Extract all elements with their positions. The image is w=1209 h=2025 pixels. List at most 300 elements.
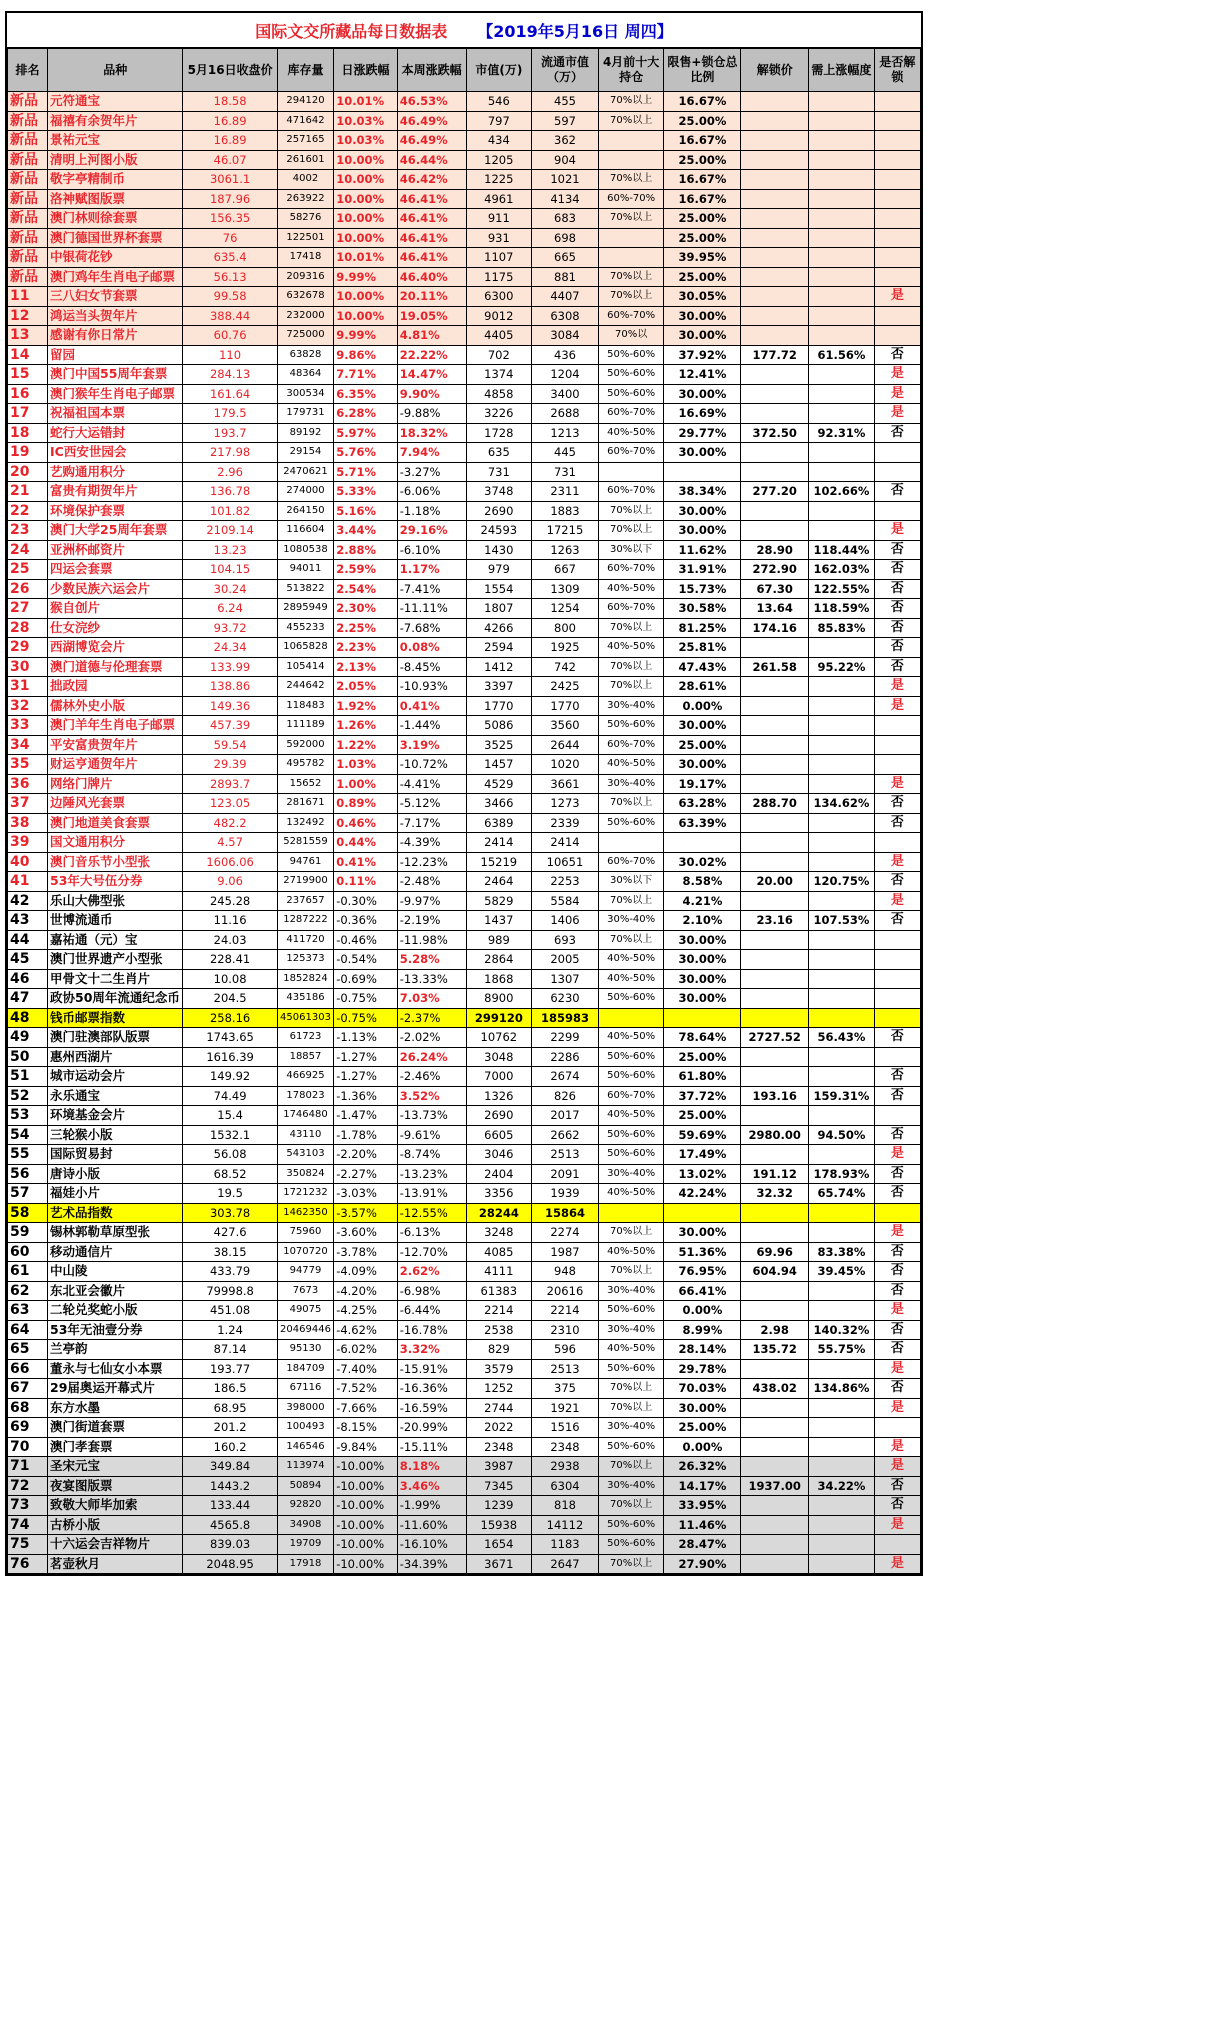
cell-name: 四运会套票 (48, 560, 183, 580)
cell-mcap: 4529 (466, 774, 532, 794)
cell-name: 平安富贵贺年片 (48, 735, 183, 755)
cell-rank: 63 (8, 1301, 48, 1321)
table-row (8, 1028, 921, 1048)
cell-weekly: -2.37% (397, 1008, 466, 1028)
cell-unlock-price (741, 891, 809, 911)
cell-top10: 30%以下 (598, 872, 664, 892)
cell-close: 149.92 (183, 1067, 277, 1087)
cell-name: 财运亨通贺年片 (48, 755, 183, 775)
cell-daily: 1.92% (334, 696, 398, 716)
cell-rank: 32 (8, 696, 48, 716)
cell-daily: 9.99% (334, 267, 398, 287)
header-daily: 日涨跌幅 (334, 49, 398, 92)
cell-stock: 471642 (277, 111, 333, 131)
cell-name: 少数民族六运会片 (48, 579, 183, 599)
cell-need-rise (809, 1223, 875, 1243)
cell-need-rise (809, 1554, 875, 1574)
table-row (8, 1379, 921, 1399)
cell-daily: -0.30% (334, 891, 398, 911)
cell-weekly: 19.05% (397, 306, 466, 326)
cell-stock: 4002 (277, 170, 333, 190)
cell-unlock-price (741, 833, 809, 853)
cell-rank: 16 (8, 384, 48, 404)
cell-name: 洛神赋图版票 (48, 189, 183, 209)
cell-need-rise (809, 1008, 875, 1028)
cell-close: 2048.95 (183, 1554, 277, 1574)
cell-unlocked: 是 (874, 287, 920, 307)
cell-unlocked: 否 (874, 813, 920, 833)
cell-stock: 29154 (277, 443, 333, 463)
table-row (8, 1496, 921, 1516)
cell-name: 环境基金会片 (48, 1106, 183, 1126)
cell-top10: 50%-60% (598, 1535, 664, 1555)
cell-unlock-price: 372.50 (741, 423, 809, 443)
cell-top10: 70%以上 (598, 209, 664, 229)
cell-name: 城市运动会片 (48, 1067, 183, 1087)
cell-mcap: 2690 (466, 1106, 532, 1126)
cell-float-mcap: 1021 (532, 170, 599, 190)
cell-name: 中银荷花钞 (48, 248, 183, 268)
cell-close: 15.4 (183, 1106, 277, 1126)
cell-need-rise (809, 501, 875, 521)
cell-stock: 49075 (277, 1301, 333, 1321)
cell-mcap: 4266 (466, 618, 532, 638)
cell-weekly: -11.11% (397, 599, 466, 619)
cell-mcap: 3226 (466, 404, 532, 424)
cell-rank: 75 (8, 1535, 48, 1555)
cell-close: 149.36 (183, 696, 277, 716)
cell-float-mcap: 948 (532, 1262, 599, 1282)
cell-rank: 新品 (8, 189, 48, 209)
cell-unlock-price: 193.16 (741, 1086, 809, 1106)
cell-rank: 71 (8, 1457, 48, 1477)
cell-unlocked: 是 (874, 852, 920, 872)
cell-locked: 30.00% (664, 755, 741, 775)
cell-mcap: 1770 (466, 696, 532, 716)
cell-float-mcap: 20616 (532, 1281, 599, 1301)
cell-unlocked: 否 (874, 1067, 920, 1087)
cell-unlocked (874, 443, 920, 463)
cell-daily: -10.00% (334, 1554, 398, 1574)
cell-weekly: -16.78% (397, 1320, 466, 1340)
cell-unlock-price (741, 404, 809, 424)
table-row (8, 872, 921, 892)
cell-float-mcap: 667 (532, 560, 599, 580)
cell-weekly: -7.68% (397, 618, 466, 638)
cell-name: 钱币邮票指数 (48, 1008, 183, 1028)
cell-locked: 51.36% (664, 1242, 741, 1262)
cell-float-mcap: 693 (532, 930, 599, 950)
cell-rank: 46 (8, 969, 48, 989)
cell-name: 嘉祐通（元）宝 (48, 930, 183, 950)
cell-top10: 50%-60% (598, 1437, 664, 1457)
cell-top10: 70%以上 (598, 677, 664, 697)
cell-stock: 261601 (277, 150, 333, 170)
header-locked: 限售+锁仓总比例 (664, 49, 741, 92)
cell-rank: 55 (8, 1145, 48, 1165)
cell-close: 1443.2 (183, 1476, 277, 1496)
cell-stock: 18857 (277, 1047, 333, 1067)
cell-top10: 60%-70% (598, 599, 664, 619)
cell-close: 839.03 (183, 1535, 277, 1555)
cell-mcap: 1868 (466, 969, 532, 989)
cell-name: 富贵有期贺年片 (48, 482, 183, 502)
cell-weekly: 3.19% (397, 735, 466, 755)
cell-float-mcap: 445 (532, 443, 599, 463)
cell-rank: 37 (8, 794, 48, 814)
cell-float-mcap: 698 (532, 228, 599, 248)
cell-locked: 28.61% (664, 677, 741, 697)
table-row (8, 1320, 921, 1340)
cell-daily: -2.27% (334, 1164, 398, 1184)
cell-rank: 69 (8, 1418, 48, 1438)
cell-mcap: 4085 (466, 1242, 532, 1262)
cell-daily: 10.00% (334, 306, 398, 326)
cell-daily: 2.25% (334, 618, 398, 638)
cell-rank: 29 (8, 638, 48, 658)
cell-locked: 16.67% (664, 189, 741, 209)
cell-unlocked: 是 (874, 365, 920, 385)
cell-rank: 59 (8, 1223, 48, 1243)
header-stock: 库存量 (277, 49, 333, 92)
cell-stock: 725000 (277, 326, 333, 346)
cell-name: 澳门驻澳部队版票 (48, 1028, 183, 1048)
cell-float-mcap: 1254 (532, 599, 599, 619)
cell-need-rise (809, 462, 875, 482)
cell-unlocked: 是 (874, 1554, 920, 1574)
table-row (8, 1437, 921, 1457)
cell-daily: 6.35% (334, 384, 398, 404)
cell-rank: 30 (8, 657, 48, 677)
cell-rank: 新品 (8, 131, 48, 151)
cell-top10: 70%以上 (598, 930, 664, 950)
table-row (8, 150, 921, 170)
cell-unlocked: 否 (874, 1476, 920, 1496)
cell-locked: 27.90% (664, 1554, 741, 1574)
cell-weekly: 46.44% (397, 150, 466, 170)
cell-float-mcap: 5584 (532, 891, 599, 911)
sheet-title: 国际文交所藏品每日数据表 (255, 21, 448, 41)
cell-unlocked (874, 930, 920, 950)
cell-mcap: 1728 (466, 423, 532, 443)
cell-close: 56.08 (183, 1145, 277, 1165)
cell-unlock-price: 261.58 (741, 657, 809, 677)
cell-need-rise: 178.93% (809, 1164, 875, 1184)
cell-stock: 244642 (277, 677, 333, 697)
cell-mcap: 2690 (466, 501, 532, 521)
cell-float-mcap: 2938 (532, 1457, 599, 1477)
cell-unlock-price (741, 1047, 809, 1067)
table-row (8, 170, 921, 190)
cell-name: 中山陵 (48, 1262, 183, 1282)
cell-need-rise (809, 131, 875, 151)
cell-mcap: 15219 (466, 852, 532, 872)
cell-rank: 34 (8, 735, 48, 755)
cell-daily: 1.03% (334, 755, 398, 775)
table-row (8, 267, 921, 287)
cell-locked: 25.81% (664, 638, 741, 658)
cell-daily: -3.60% (334, 1223, 398, 1243)
cell-daily: 1.22% (334, 735, 398, 755)
cell-mcap: 1205 (466, 150, 532, 170)
cell-top10: 70%以上 (598, 794, 664, 814)
cell-top10: 50%-60% (598, 345, 664, 365)
cell-daily: 10.03% (334, 111, 398, 131)
cell-need-rise (809, 891, 875, 911)
cell-mcap: 702 (466, 345, 532, 365)
cell-float-mcap: 6230 (532, 989, 599, 1009)
table-row (8, 950, 921, 970)
cell-weekly: -15.11% (397, 1437, 466, 1457)
table-row (8, 1047, 921, 1067)
cell-need-rise (809, 1203, 875, 1223)
cell-unlock-price: 272.90 (741, 560, 809, 580)
cell-locked: 26.32% (664, 1457, 741, 1477)
cell-locked: 31.91% (664, 560, 741, 580)
cell-weekly: 14.47% (397, 365, 466, 385)
cell-top10: 70%以上 (598, 1554, 664, 1574)
cell-rank: 52 (8, 1086, 48, 1106)
cell-unlocked: 否 (874, 638, 920, 658)
cell-mcap: 3048 (466, 1047, 532, 1067)
table-row (8, 1476, 921, 1496)
table-row (8, 462, 921, 482)
cell-locked (664, 833, 741, 853)
cell-weekly: -8.45% (397, 657, 466, 677)
cell-mcap: 2864 (466, 950, 532, 970)
cell-weekly: 20.11% (397, 287, 466, 307)
cell-name: 董永与七仙女小本票 (48, 1359, 183, 1379)
cell-stock: 435186 (277, 989, 333, 1009)
cell-float-mcap: 362 (532, 131, 599, 151)
cell-unlock-price (741, 267, 809, 287)
cell-stock: 184709 (277, 1359, 333, 1379)
cell-mcap: 1175 (466, 267, 532, 287)
table-row (8, 345, 921, 365)
cell-weekly: 0.08% (397, 638, 466, 658)
cell-top10: 60%-70% (598, 560, 664, 580)
cell-top10: 50%-60% (598, 1359, 664, 1379)
cell-daily: 10.00% (334, 170, 398, 190)
cell-stock: 350824 (277, 1164, 333, 1184)
table-row (8, 365, 921, 385)
cell-mcap: 61383 (466, 1281, 532, 1301)
cell-stock: 5281559 (277, 833, 333, 853)
cell-float-mcap: 2299 (532, 1028, 599, 1048)
cell-need-rise: 120.75% (809, 872, 875, 892)
cell-daily: -0.46% (334, 930, 398, 950)
cell-top10: 40%-50% (598, 579, 664, 599)
cell-stock: 466925 (277, 1067, 333, 1087)
cell-top10: 60%-70% (598, 735, 664, 755)
cell-need-rise (809, 267, 875, 287)
cell-weekly: -10.72% (397, 755, 466, 775)
cell-daily: -1.13% (334, 1028, 398, 1048)
cell-mcap: 3046 (466, 1145, 532, 1165)
cell-close: 245.28 (183, 891, 277, 911)
cell-unlock-price (741, 326, 809, 346)
cell-locked: 81.25% (664, 618, 741, 638)
cell-locked: 30.05% (664, 287, 741, 307)
cell-daily: 2.88% (334, 540, 398, 560)
cell-mcap: 6300 (466, 287, 532, 307)
cell-close: 193.77 (183, 1359, 277, 1379)
cell-unlocked (874, 1418, 920, 1438)
cell-top10: 40%-50% (598, 1106, 664, 1126)
cell-unlock-price (741, 677, 809, 697)
cell-mcap: 4111 (466, 1262, 532, 1282)
header-row (8, 49, 921, 92)
header-top10: 4月前十大持仓 (598, 49, 664, 92)
cell-stock: 1080538 (277, 540, 333, 560)
cell-locked: 11.62% (664, 540, 741, 560)
cell-unlock-price (741, 111, 809, 131)
cell-mcap: 1225 (466, 170, 532, 190)
table-row (8, 1398, 921, 1418)
cell-need-rise (809, 326, 875, 346)
cell-name: 澳门林则徐套票 (48, 209, 183, 229)
cell-float-mcap: 2005 (532, 950, 599, 970)
cell-locked: 25.00% (664, 1418, 741, 1438)
cell-close: 4565.8 (183, 1515, 277, 1535)
cell-unlock-price (741, 969, 809, 989)
cell-rank: 新品 (8, 150, 48, 170)
cell-daily: 2.05% (334, 677, 398, 697)
cell-name: 东方水墨 (48, 1398, 183, 1418)
cell-daily: 9.99% (334, 326, 398, 346)
cell-need-rise (809, 228, 875, 248)
cell-rank: 53 (8, 1106, 48, 1126)
cell-unlocked (874, 1203, 920, 1223)
cell-need-rise (809, 287, 875, 307)
cell-stock: 118483 (277, 696, 333, 716)
cell-daily: 2.30% (334, 599, 398, 619)
cell-close: 123.05 (183, 794, 277, 814)
cell-stock: 17918 (277, 1554, 333, 1574)
cell-top10: 50%-60% (598, 1301, 664, 1321)
cell-float-mcap: 2348 (532, 1437, 599, 1457)
cell-locked: 70.03% (664, 1379, 741, 1399)
cell-daily: -3.78% (334, 1242, 398, 1262)
cell-float-mcap: 2414 (532, 833, 599, 853)
header-mcap: 市值(万) (466, 49, 532, 92)
cell-float-mcap: 2513 (532, 1359, 599, 1379)
cell-stock: 2719900 (277, 872, 333, 892)
cell-locked: 16.69% (664, 404, 741, 424)
cell-stock: 513822 (277, 579, 333, 599)
cell-float-mcap: 2310 (532, 1320, 599, 1340)
cell-name: 福禧有余贺年片 (48, 111, 183, 131)
cell-top10: 60%-70% (598, 1086, 664, 1106)
cell-stock: 1721232 (277, 1184, 333, 1204)
cell-top10: 40%-50% (598, 755, 664, 775)
cell-top10 (598, 248, 664, 268)
cell-unlock-price (741, 1145, 809, 1165)
cell-need-rise (809, 404, 875, 424)
cell-need-rise (809, 521, 875, 541)
cell-unlocked: 是 (874, 1359, 920, 1379)
cell-close: 258.16 (183, 1008, 277, 1028)
cell-top10: 70%以上 (598, 1457, 664, 1477)
cell-need-rise (809, 111, 875, 131)
table-row (8, 716, 921, 736)
cell-close: 79998.8 (183, 1281, 277, 1301)
cell-name: 清明上河图小版 (48, 150, 183, 170)
cell-stock: 125373 (277, 950, 333, 970)
cell-daily: -8.15% (334, 1418, 398, 1438)
cell-mcap: 1239 (466, 1496, 532, 1516)
cell-need-rise: 92.31% (809, 423, 875, 443)
cell-unlock-price (741, 150, 809, 170)
cell-need-rise (809, 852, 875, 872)
table-row (8, 540, 921, 560)
cell-weekly: -12.23% (397, 852, 466, 872)
cell-rank: 65 (8, 1340, 48, 1360)
cell-stock: 63828 (277, 345, 333, 365)
cell-need-rise (809, 1359, 875, 1379)
table-row (8, 618, 921, 638)
cell-weekly: 8.18% (397, 1457, 466, 1477)
cell-locked: 16.67% (664, 92, 741, 112)
cell-close: 187.96 (183, 189, 277, 209)
table-row (8, 482, 921, 502)
cell-unlocked (874, 131, 920, 151)
cell-rank: 43 (8, 911, 48, 931)
cell-close: 204.5 (183, 989, 277, 1009)
cell-daily: -1.78% (334, 1125, 398, 1145)
cell-daily: 5.76% (334, 443, 398, 463)
cell-unlock-price (741, 365, 809, 385)
cell-stock: 495782 (277, 755, 333, 775)
cell-name: 网络门牌片 (48, 774, 183, 794)
cell-unlocked (874, 969, 920, 989)
cell-need-rise (809, 1067, 875, 1087)
cell-unlock-price: 69.96 (741, 1242, 809, 1262)
cell-name: 乐山大佛型张 (48, 891, 183, 911)
cell-weekly: -1.18% (397, 501, 466, 521)
cell-weekly: 46.41% (397, 209, 466, 229)
cell-unlocked (874, 1535, 920, 1555)
cell-need-rise (809, 969, 875, 989)
cell-name: 拙政园 (48, 677, 183, 697)
cell-mcap: 2022 (466, 1418, 532, 1438)
cell-close: 179.5 (183, 404, 277, 424)
table-row (8, 1281, 921, 1301)
cell-unlock-price (741, 1359, 809, 1379)
cell-rank: 36 (8, 774, 48, 794)
cell-daily: -7.52% (334, 1379, 398, 1399)
cell-close: 138.86 (183, 677, 277, 697)
cell-stock: 34908 (277, 1515, 333, 1535)
cell-weekly: -9.97% (397, 891, 466, 911)
cell-unlocked (874, 950, 920, 970)
cell-mcap: 635 (466, 443, 532, 463)
cell-rank: 21 (8, 482, 48, 502)
cell-weekly: -13.23% (397, 1164, 466, 1184)
cell-unlock-price: 604.94 (741, 1262, 809, 1282)
cell-name: 感谢有你日常片 (48, 326, 183, 346)
cell-stock: 543103 (277, 1145, 333, 1165)
table-row (8, 833, 921, 853)
cell-name: 国文通用积分 (48, 833, 183, 853)
cell-close: 635.4 (183, 248, 277, 268)
cell-name: 澳门街道套票 (48, 1418, 183, 1438)
data-sheet (5, 11, 923, 1576)
cell-close: 9.06 (183, 872, 277, 892)
table-row (8, 228, 921, 248)
cell-float-mcap: 731 (532, 462, 599, 482)
cell-mcap: 2538 (466, 1320, 532, 1340)
